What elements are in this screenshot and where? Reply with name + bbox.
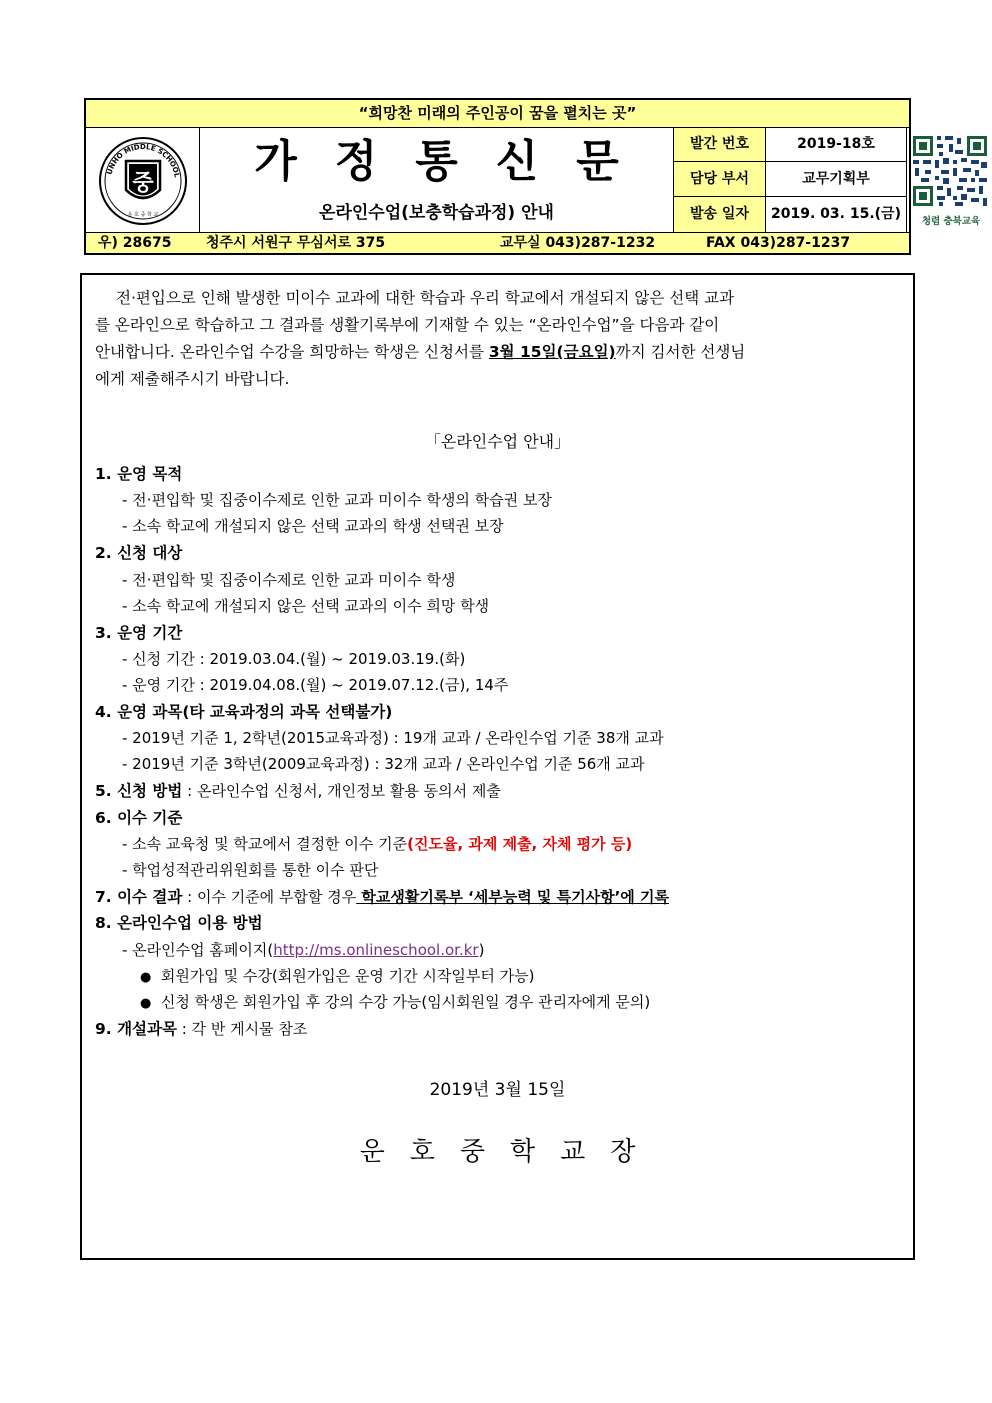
- section-4-title: 4. 운영 과목(타 교육과정의 과목 선택불가): [95, 703, 393, 721]
- section-6-title: 6. 이수 기준: [95, 809, 183, 827]
- intro-line-4: 에게 제출해주시기 바랍니다.: [95, 370, 290, 388]
- logo-emblem-text: 중: [132, 171, 154, 196]
- section-5-text: : 온라인수업 신청서, 개인정보 활용 동의서 제출: [182, 782, 501, 800]
- section-5: [95, 781, 501, 801]
- street-address: 청주시 서원구 무심서로 375: [206, 235, 386, 251]
- logo-bottom-text: 운 호 중 학 교: [127, 212, 159, 218]
- section-8-bullet: [140, 966, 534, 988]
- qr-caption: 청렴 충북교육: [921, 216, 981, 227]
- section-9-title: 9. 개설과목: [95, 1020, 177, 1038]
- section-8-item-text: ): [478, 941, 485, 959]
- newsletter-title: 가정통신문: [254, 136, 657, 187]
- bullet-icon: ●: [140, 996, 152, 1011]
- section-1-item: - 소속 학교에 개설되지 않은 선택 교과의 학생 선택권 보장: [122, 517, 504, 535]
- bullet-text: 신청 학생은 회원가입 후 강의 수강 가능(임시회원일 경우 관리자에게 문의): [160, 993, 651, 1011]
- section-5-title: 5. 신청 방법: [95, 782, 183, 800]
- letter-body: [80, 273, 915, 1260]
- section-7-title: 7. 이수 결과: [95, 888, 183, 906]
- section-1-item: - 전·편입학 및 집중이수제로 인한 교과 미이수 학생의 학습권 보장: [122, 491, 552, 509]
- intro-line-1: 전·편입으로 인해 발생한 미이수 교과에 대한 학습과 우리 학교에서 개설되지 않은 선택 교과: [116, 289, 735, 307]
- section-6-item: [122, 834, 632, 854]
- intro-line-2: 를 온라인으로 학습하고 그 결과를 생활기록부에 기재할 수 있는 “온라인수업”을 다음과 같이: [95, 316, 720, 334]
- newsletter-subtitle: 온라인수업(보충학습과정) 안내: [319, 203, 554, 223]
- section-3-item: - 운영 기간 : 2019.04.08.(월) ~ 2019.07.12.(금), 14주: [122, 676, 509, 694]
- section-8-item-text: - 온라인수업 홈페이지(: [122, 941, 274, 959]
- section-4-item: - 2019년 기준 1, 2학년(2015교육과정) : 19개 교과 / 온라인수업 기준 38개 교과: [122, 729, 664, 747]
- meta-row-department: [674, 162, 907, 197]
- intro-text: 안내합니다. 온라인수업 수강을 희망하는 학생은 신청서를: [95, 343, 489, 361]
- section-heading: 「온라인수업 안내」: [424, 432, 571, 451]
- bullet-text: 회원가입 및 수강(회원가입은 운영 기간 시작일부터 가능): [160, 967, 535, 985]
- school-emblem-icon: [86, 128, 200, 232]
- section-6-item: - 학업성적관리위원회를 통한 이수 판단: [122, 861, 379, 879]
- homepage-link[interactable]: http://ms.onlineschool.or.kr: [273, 941, 479, 959]
- intro-text: 까지 김서한 선생님: [615, 343, 746, 361]
- slogan: “희망찬 미래의 주인공이 꿈을 펼치는 곳”: [86, 100, 909, 128]
- section-6-item-text: - 소속 교육청 및 학교에서 결정한 이수 기준: [122, 835, 408, 853]
- meta-row-send-date: [674, 197, 907, 232]
- office-phone: 교무실 043)287-1232: [500, 235, 656, 251]
- fax-number: FAX 043)287-1237: [706, 235, 851, 251]
- section-8-item: [122, 940, 484, 960]
- title-cell: [200, 128, 674, 232]
- section-8-bullet: [140, 992, 650, 1014]
- meta-value: 2019-18호: [766, 128, 907, 161]
- school-logo-cell: [86, 128, 200, 232]
- qr-code-icon: [907, 128, 992, 232]
- meta-value: 교무기획부: [766, 162, 907, 196]
- signature: 운호중학교장: [359, 1137, 661, 1167]
- qr-code-cell: [907, 128, 992, 232]
- meta-row-issue-number: [674, 128, 907, 162]
- section-2-item: - 전·편입학 및 집중이수제로 인한 교과 미이수 학생: [122, 571, 456, 589]
- section-3-title: 3. 운영 기간: [95, 624, 183, 642]
- criteria-emphasis: (진도율, 과제 제출, 자체 평가 등): [407, 835, 633, 853]
- section-7-text: : 이수 기준에 부합할 경우: [182, 888, 357, 906]
- section-1-title: 1. 운영 목적: [95, 465, 183, 483]
- address-bar: [86, 232, 909, 253]
- newsletter-header: [84, 98, 981, 255]
- deadline-emphasis: 3월 15일(금요일): [488, 343, 616, 361]
- section-2-title: 2. 신청 대상: [95, 544, 183, 562]
- section-8-title: 8. 온라인수업 이용 방법: [95, 914, 263, 932]
- section-4-item: - 2019년 기준 3학년(2009교육과정) : 32개 교과 / 온라인수업 기준 56개 교과: [122, 755, 645, 773]
- result-emphasis: 학교생활기록부 ‘세부능력 및 특기사항’에 기록: [356, 888, 669, 906]
- meta-key: 담당 부서: [674, 162, 766, 196]
- meta-table: [674, 128, 901, 232]
- section-3-item: - 신청 기간 : 2019.03.04.(월) ~ 2019.03.19.(화): [122, 650, 466, 668]
- letter-date: 2019년 3월 15일: [429, 1080, 566, 1100]
- intro-line-3: [95, 342, 745, 362]
- section-9-text: : 각 반 게시물 참조: [176, 1020, 308, 1038]
- logo-ring-text: UNHO MIDDLE SCHOOL: [105, 142, 181, 179]
- meta-key: 발간 번호: [674, 128, 766, 161]
- bullet-icon: ●: [140, 970, 152, 985]
- meta-key: 발송 일자: [674, 197, 766, 232]
- section-9: [95, 1019, 307, 1039]
- meta-value: 2019. 03. 15.(금): [766, 197, 907, 232]
- section-7: [95, 887, 669, 907]
- postal-code: 우) 28675: [98, 235, 172, 251]
- section-2-item: - 소속 학교에 개설되지 않은 선택 교과의 이수 희망 학생: [122, 597, 490, 615]
